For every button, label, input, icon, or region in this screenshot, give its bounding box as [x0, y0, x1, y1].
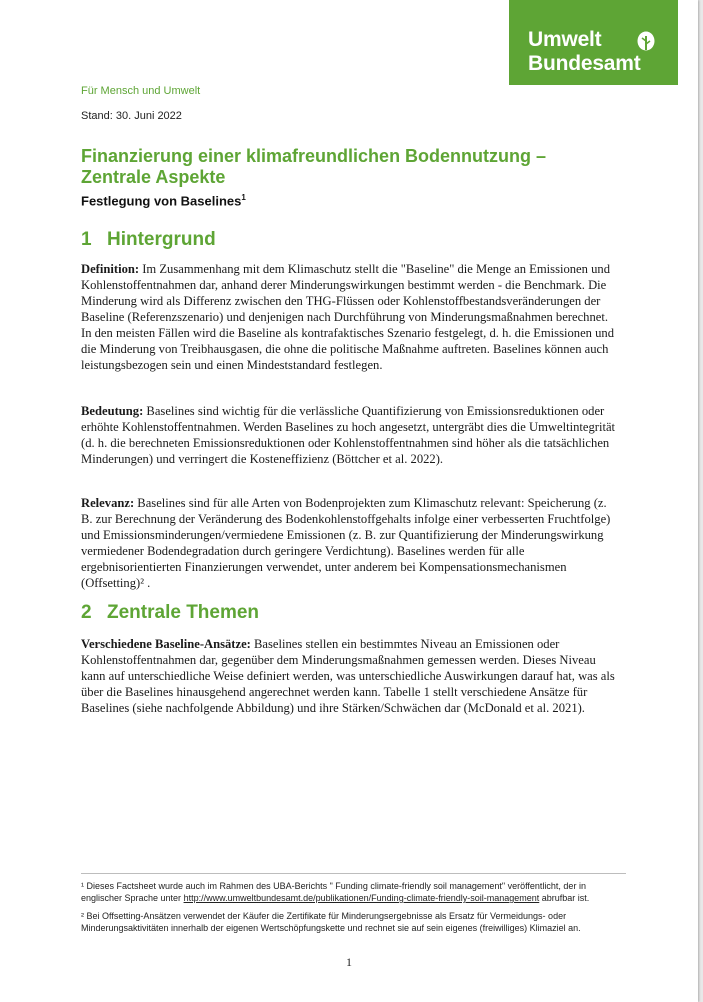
- section-number: 1: [81, 229, 92, 250]
- footnote-ref-1[interactable]: 1: [241, 193, 246, 202]
- footnote-divider: [81, 873, 626, 874]
- paragraph-bedeutung: [81, 403, 621, 467]
- logo-line2: Bundesamt: [528, 52, 641, 75]
- paragraph-relevanz: [81, 495, 621, 591]
- section-title: Zentrale Themen: [107, 602, 260, 623]
- paragraph-label: Bedeutung:: [81, 404, 144, 418]
- paragraph-label: Definition:: [81, 262, 140, 276]
- page-number: 1: [346, 955, 352, 969]
- document-subtitle: [81, 193, 246, 208]
- paragraph-text: Im Zusammenhang mit dem Klimaschutz stellt die "Baseline" die Menge an Emissionen und Kohlenstoffentnahmen dar, anhand derer Minderungswirkungen bestimmt werden - die Benchmark. Die Minderung wird als Differenz zwischen den THG-Flüssen oder Kohlenstoffbestandsveränderungen der Baseline (Referenzszenario) und denjenigen nach Durchführung von Minderungsmaßnahmen berechnet. In den meisten Fällen wird die Baseline als kontrafaktisches Szenario festgelegt, d. h. die Emissionen und die Minderung von Treibhausgasen, die ohne die politische Maßnahme auftreten. Baselines können auch leistungsbezogen sein und einen Mindeststandard festlegen.: [81, 262, 615, 372]
- tagline: Für Mensch und Umwelt: [81, 85, 201, 97]
- uba-logo: [509, 0, 678, 85]
- paragraph-text: Baselines sind wichtig für die verlässliche Quantifizierung von Emissionsreduktionen oder erhöhte Kohlenstoffentnahmen. Werden Baselines zu hoch angesetzt, untergräbt dies die Umweltintegrität (d. h. die berechneten Emissionsreduktionen oder Kohlenstoffentnahmen sind höher als die tatsächlichen Minderungen) und verringert die Kosteneffizienz (Böttcher et al. 2022).: [81, 404, 616, 466]
- paragraph-label: Verschiedene Baseline-Ansätze:: [81, 637, 251, 651]
- paragraph-definition: [81, 261, 621, 373]
- footnote-text: ¹ Dieses Factsheet wurde auch im Rahmen des UBA-Berichts " Funding climate-friendly soil management" veröffentlicht, der in englischer Sprache unter: [81, 881, 586, 903]
- section-title: Hintergrund: [107, 229, 216, 250]
- section-heading-2: [81, 602, 259, 624]
- document-title: Finanzierung einer klimafreundlichen Bodennutzung – Zentrale Aspekte: [81, 146, 547, 187]
- subtitle-text: Festlegung von Baselines: [81, 193, 242, 209]
- section-heading-1: [81, 229, 216, 251]
- footnote-text: abrufbar ist.: [539, 893, 590, 903]
- paragraph-label: Relevanz:: [81, 496, 135, 510]
- footnote-2: ² Bei Offsetting-Ansätzen verwendet der Käufer die Zertifikate für Minderungsergebnisse als Ersatz für Vermeidungs- oder Minderungsaktivitäten innerhalb der eigenen Wertschöpfungskette und rechnet sie auf sein eigenes (freiwilliges) Klimaziel an.: [81, 911, 581, 933]
- paragraph-text: Baselines stellen ein bestimmtes Niveau an Emissionen oder Kohlenstoffentnahmen dar, gegenüber dem Minderungsmaßnahmen gemessen werden. Dieses Niveau kann auf unterschiedliche Weise definiert werden, was unterschiedliche Auswirkungen darauf hat, was als über die Baselines hinausgehend angerechnet werden kann. Tabelle 1 stellt verschiedene Ansätze für Baselines (siehe nachfolgende Abbildung) und ihre Stärken/Schwächen dar (McDonald et al. 2021).: [81, 637, 615, 715]
- footnote-link[interactable]: http://www.umweltbundesamt.de/publikationen/Funding-climate-friendly-soil-management: [183, 893, 540, 903]
- paragraph-text: Baselines sind für alle Arten von Bodenprojekten zum Klimaschutz relevant: Speicherung (z. B. zur Berechnung der Veränderung des Bodenkohlenstoffgehalts infolge einer verbesserten Fruchtfolge) und Emissionsminderungen/vermiedene Emissionen (z. B. zur Quantifizierung der Minderungswirkung vermiedener Bodendegradation durch geringere Verdichtung). Baselines werden für alle ergebnisorientierten Finanzierungen verwendet, unter anderem bei Kompensationsmechanismen (Offsetting)² .: [81, 496, 611, 590]
- paragraph-baseline-ansaetze: [81, 636, 621, 716]
- tree-icon: [636, 31, 656, 53]
- date-stamp: Stand: 30. Juni 2022: [81, 110, 182, 122]
- section-number: 2: [81, 602, 92, 623]
- footnote-1: [81, 880, 629, 904]
- logo-line1: Umwelt: [528, 28, 602, 51]
